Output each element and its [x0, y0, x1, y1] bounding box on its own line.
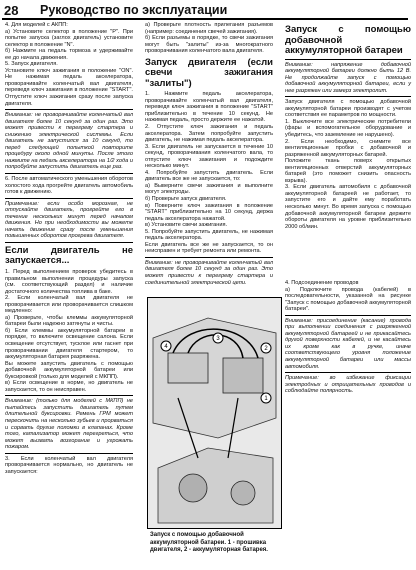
header-rule	[2, 18, 408, 20]
paragraph: в) Если освещение в норме, но двигатель не запускается, то он неисправен.	[5, 380, 133, 393]
paragraph: б) Проверьте запуск двигателя.	[145, 195, 227, 202]
section-heading: Если двигатель не запускается...	[5, 244, 133, 267]
warning-note: Внимание: не проворачивайте коленчатый вал двигателя более 10 секунд за один раз. Это может привести к перегреву стартера и соединительной электрической цепи.	[145, 259, 273, 286]
figure-label: 3	[216, 336, 220, 342]
divider	[5, 109, 133, 110]
warning-note: Внимание: присоединение (касание) провода при выполнении соединения с разряженной аккумуляторной батареей и не прикасайтесь другой поверхности кабелей, и не касайтесь их кроме как в ручке, иначе соответствующего уровня положение аккумуляторной батареи или массы автомобиля.	[285, 317, 411, 370]
paragraph: в) Поверните ключ зажигания в положение "START" приблизительно на 10 секунд, держа педаль акселератора нажатой.	[145, 202, 273, 222]
paragraph: Запуск двигателя с помощью добавочной аккумуляторной батареи производят с учетом соответствия ее параметров по мощности.	[285, 99, 411, 119]
jump-start-figure	[147, 297, 282, 529]
divider	[145, 257, 273, 258]
paragraph: 4. Попробуйте запустить двигатель. Если двигатель все же не запускается, то:	[145, 169, 273, 183]
paragraph: 4. Подсоединение проводов	[285, 280, 359, 286]
engine-bay-illustration	[148, 298, 281, 528]
divider	[5, 173, 133, 174]
section-heading: Запуск с помощью добавочной аккумуляторной батареи	[285, 24, 411, 56]
warning-note: Внимание: (только для моделей с МКПП) не пытайтесь запустить двигатель путем длительной буксировки. Ремень ГРМ может перескочить на несколько зубьев и прорваться и сорвать другие поломки в клапанах. Кроме того, катализатор может перегреться, что может вызвать возгорание и угрожать пожаром.	[5, 398, 133, 451]
column-left	[5, 22, 133, 475]
divider	[5, 453, 133, 454]
divider	[5, 198, 133, 199]
paragraph: 1. Перед выполнением проверок убедитесь в правильном выполнении процедуры запуска (см. соответствующий раздел) и наличие достаточного количества топлива в баке.	[5, 268, 133, 295]
page-number: 28	[4, 3, 19, 18]
paragraph: 5. Попробуйте запустить двигатель, не нажимая педаль акселератора.	[145, 228, 273, 242]
info-note: Примечание: во избежание фиксации электродных и отрицательных проводов и соблюдайте полярность.	[285, 375, 411, 395]
figure-caption: Запуск с помощью добавочной аккумуляторной батареи. 1 - прошивка двигателя, 2 - аккумуляторная батарея.	[150, 532, 268, 553]
paragraph: а) Проверьте плотность прилегания разъемов (например: соединения свечей зажигания).	[145, 22, 273, 35]
page-header	[0, 0, 416, 20]
paragraph: 2. Отпустите ключ зажигания и педаль акселератора. Затем попробуйте запустить двигатель, не нажимая педаль акселератора.	[145, 123, 273, 144]
paragraph: 2. Если необходимо, снимите все вентиляционные пробки с добавочной и разряженной аккумуляторных батарей.	[285, 138, 411, 158]
paragraph: б) Если клеммы аккумуляторной батареи в порядке, то включите освещение салона. Если освещение отсутствует, тусклое или гаснет при проворачивании двигателя стартером, то аккумуляторная батарея разряжена.	[5, 327, 133, 361]
section-heading: Запуск двигателя (если свечи зажигания "залиты")	[145, 56, 273, 89]
paragraph: 1. Выключите все электрические потребители (фары и вспомогательное оборудование и убедитесь, что заземление не нарушено).	[285, 118, 411, 138]
paragraph: Установите ключ зажигания в положение "ON". Не нажимая педаль акселератора, проворачивайте коленчатый вал двигателя, переведя ключ зажигания в положение "START". Отпустите ключ зажигания сразу после запуска двигателя.	[5, 67, 133, 107]
warning-note: Внимание: напряжение добавочной аккумуляторной батареи должно быть 12 В. Не продолжайте запуск с помощью добавочной аккумуляторной батареи, если у нее разряжен или замерз электролит.	[285, 61, 411, 94]
divider	[285, 315, 411, 316]
divider	[5, 242, 133, 243]
paragraph: 2. Если коленчатый вал двигателя не проворачивается или проворачивается слишком медленно:	[5, 295, 133, 315]
divider	[285, 372, 411, 373]
figure-label: 4	[164, 344, 168, 350]
paragraph: а) Проверьте, чтобы клеммы аккумуляторной батареи были надежно затянуты и чисты.	[5, 314, 133, 328]
divider	[285, 96, 411, 97]
paragraph: 1. Нажмите педаль акселератора, проворачивайте коленчатый вал двигателя, переведя ключ зажигания в положение "START" приблизительно в течение 10 секунд. Не нажимая педаль, просто держите ее нажатой.	[145, 91, 273, 124]
column-middle	[145, 22, 273, 286]
paragraph: 5. Запуск двигателя.	[5, 61, 58, 68]
paragraph: 3. Если двигатель автомобиля с добавочной аккумуляторной батареей не работает, то запустите его и дайте ему поработать несколько минут. Во время запуска с помощью добавочной аккумуляторной батареи держите обороты двигателя на уровне приблизительно 2000 об/мин.	[285, 184, 411, 230]
paragraph: Если двигатель все же не запускается, то он неисправен и требует ремонта или ремонта.	[145, 241, 273, 255]
paragraph: 3. Если двигатель не запускается в течение 10 секунд, проворачивания коленчатого вала, то отпустите ключ зажигания и подождите несколько минут.	[145, 143, 273, 170]
paragraph: б) Нажмите на педаль тормоза и удерживайте ее до начала движения.	[5, 48, 133, 61]
paragraph: а) Установите селектор в положение "P". При попытке запуска (заглох двигатель) установите селектор в положение "N".	[5, 28, 133, 48]
paragraph: 3. Если коленчатый вал двигателя проворачивается нормально, но двигатель не запускается:	[5, 455, 133, 475]
paragraph: 6. После автоматического уменьшения оборотов холостого хода прогрейте двигатель автомобиль готов к движению.	[5, 176, 133, 196]
paragraph: в) Установите свечи зажигания.	[145, 222, 228, 229]
paragraph: Положите ткань поверх открытых вентиляционных отверстий аккумуляторных батарей (это поможет снизить опасность взрыва).	[285, 158, 411, 184]
paragraph: а) Подключите провода (кабелей) в последовательности, указанной на рисунке "Запуск с помощью добавочной аккумуляторной батареи".	[285, 286, 411, 313]
paragraph: б) Если разъемы в порядке, то свечи зажигания могут быть "залиты" из-за многократного проворачивания коленчатого вала двигателя.	[145, 35, 273, 55]
paragraph: а) Выверните свечи зажигания и выполните могут электроды.	[145, 182, 273, 196]
info-note: Примечание: если особо морозная, не отпускайте двигатель, прогрейте его в течение нескольких минут перед началом движения. Но при необходимости вы можете начать движение сразу после уменьшения повышенных оборотов прогрева двигателя.	[5, 200, 133, 240]
page-title: Руководство по эксплуатации	[40, 3, 228, 17]
column-right-continued	[285, 280, 411, 395]
paragraph: 4. Для моделей с АКПП:	[5, 22, 68, 28]
divider	[5, 395, 133, 396]
divider	[285, 59, 411, 60]
warning-note: Внимание: не проворачивайте коленчатый вал двигателя более 10 секунд за один раз. Это может привести к перегреву стартера и снижению электрической системы. Если двигатель не запустился за 10 секунд, то перед следующей попыткой повторите процедуру около одной минуты. После этого нажмите на педаль акселератора на 1/2 хода и попробуйте запустить двигатель еще раз.	[5, 112, 133, 171]
column-right	[285, 22, 411, 230]
figure-label: 1	[264, 396, 268, 402]
paragraph: Вы можете запустить двигатель с помощью добавочной аккумуляторной батареи или буксировкой (только для моделей с МКПП).	[5, 360, 133, 380]
figure-label: 2	[264, 346, 268, 352]
